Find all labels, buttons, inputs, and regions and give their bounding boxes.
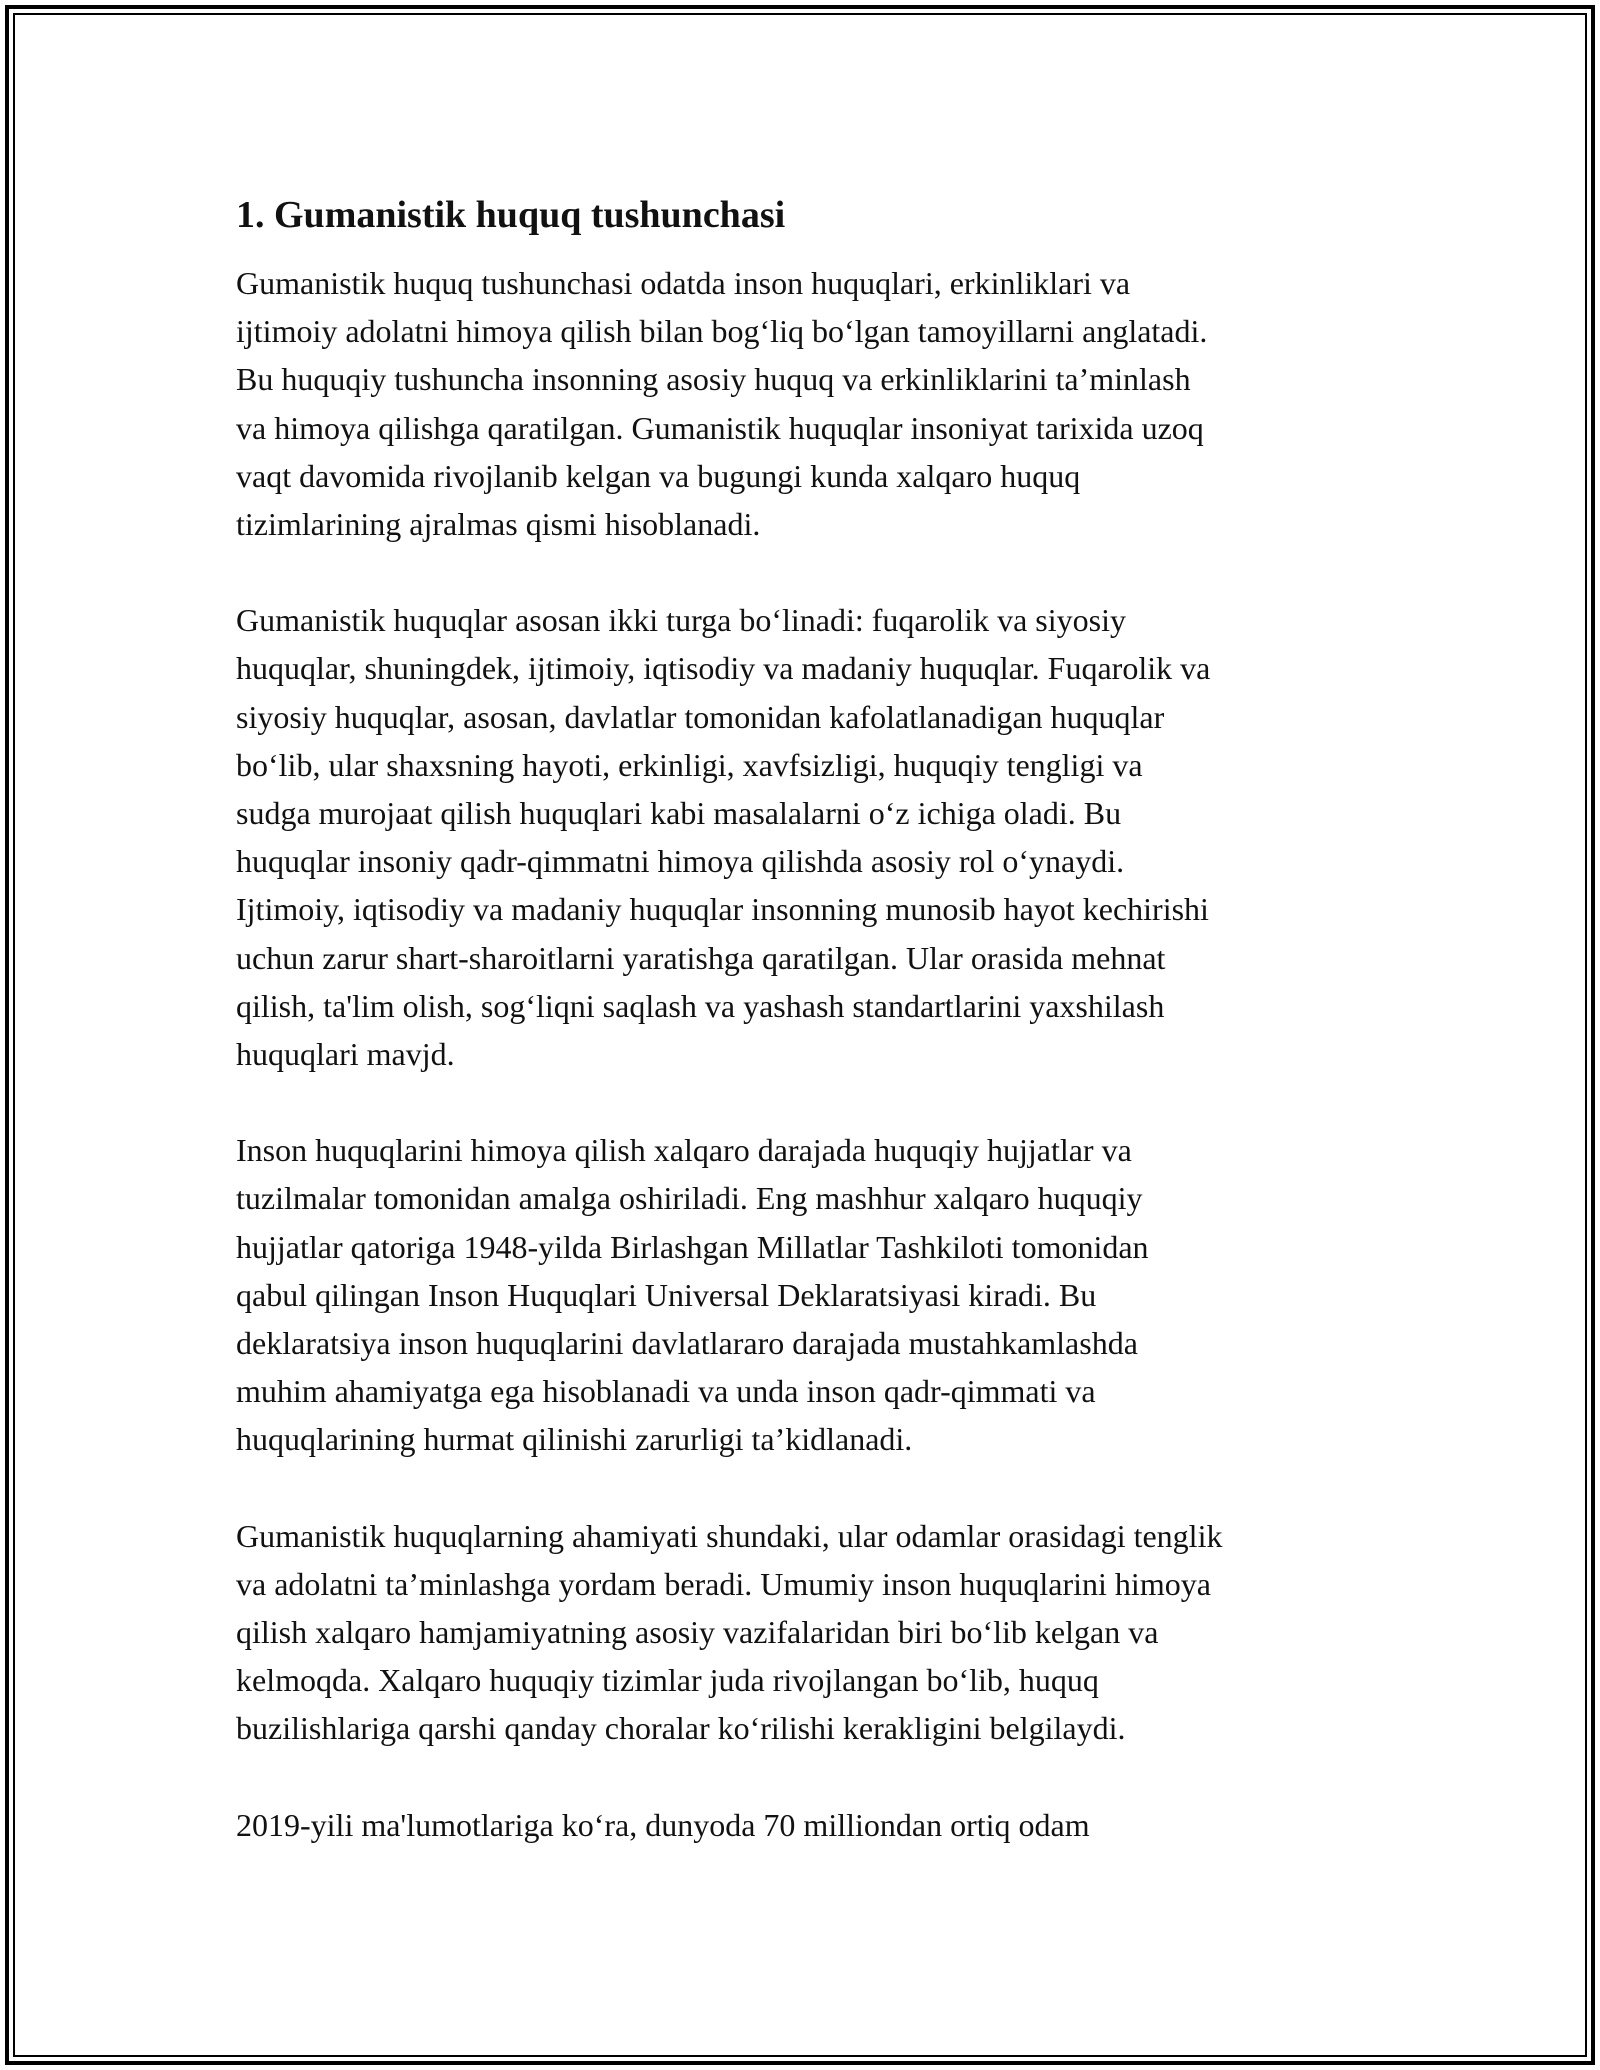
document-body — [236, 185, 1386, 1897]
section-heading: 1. Gumanistik huquq tushunchasi — [236, 194, 786, 236]
paragraph-statistics: 2019-yili ma'lumotlariga ko‘ra, dunyoda 70 milliondan ortiq odam — [236, 1806, 1090, 1843]
paragraph-types-of-rights: Gumanistik huquqlar asosan ikki turga bo‘linadi: fuqarolik va siyosiy huquqlar, shuningdek, ijtimoiy, iqtisodiy va madaniy huquqlar. Fuqarolik va siyosiy huquqlar, asosan, davlatlar tomonidan kafolatlanadigan huquqlar bo‘lib, ular shaxsning hayoti, erkinligi, xavfsizligi, huquqiy tengligi va sudga murojaat qilish huquqlari kabi masalalarni o‘z ichiga oladi. Bu huquqlar insoniy qadr-qimmatni himoya qilishda asosiy rol o‘ynaydi. Ijtimoiy, iqtisodiy va madaniy huquqlar insonning munosib hayot kechirishi uchun zarur shart-sharoitlarni yaratishga qaratilgan. Ular orasida mehnat qilish, ta'lim olish, sog‘liqni saqlash va yashash standartlarini yaxshilash huquqlari mavjd. — [236, 602, 1211, 1073]
paragraph-international-protection: Inson huquqlarini himoya qilish xalqaro darajada huquqiy hujjatlar va tuzilmalar tomonidan amalga oshiriladi. Eng mashhur xalqaro huquqiy hujjatlar qatoriga 1948-yilda Birlashgan Millatlar Tashkiloti tomonidan qabul qilingan Inson Huquqlari Universal Deklaratsiyasi kiradi. Bu deklaratsiya inson huquqlarini davlatlararo darajada mustahkamlashda muhim ahamiyatga ega hisoblanadi va unda inson qadr-qimmati va huquqlarining hurmat qilinishi zarurligi ta’kidlanadi. — [236, 1132, 1149, 1458]
paragraph-definition: Gumanistik huquq tushunchasi odatda inson huquqlari, erkinliklari va ijtimoiy adolatni himoya qilish bilan bog‘liq bo‘lgan tamoyillarni anglatadi. Bu huquqiy tushuncha insonning asosiy huquq va erkinliklarini ta’minlash va himoya qilishga qaratilgan. Gumanistik huquqlar insoniyat tarixida uzoq vaqt davomida rivojlanib kelgan va bugungi kunda xalqaro huquq tizimlarining ajralmas qismi hisoblanadi. — [236, 265, 1208, 543]
paragraph-importance: Gumanistik huquqlarning ahamiyati shundaki, ular odamlar orasidagi tenglik va adolatni ta’minlashga yordam beradi. Umumiy inson huquqlarini himoya qilish xalqaro hamjamiyatning asosiy vazifalaridan biri bo‘lib kelgan va kelmoqda. Xalqaro huquqiy tizimlar juda rivojlangan bo‘lib, huquq buzilishlariga qarshi qanday choralar ko‘rilishi kerakligini belgilaydi. — [236, 1517, 1223, 1747]
